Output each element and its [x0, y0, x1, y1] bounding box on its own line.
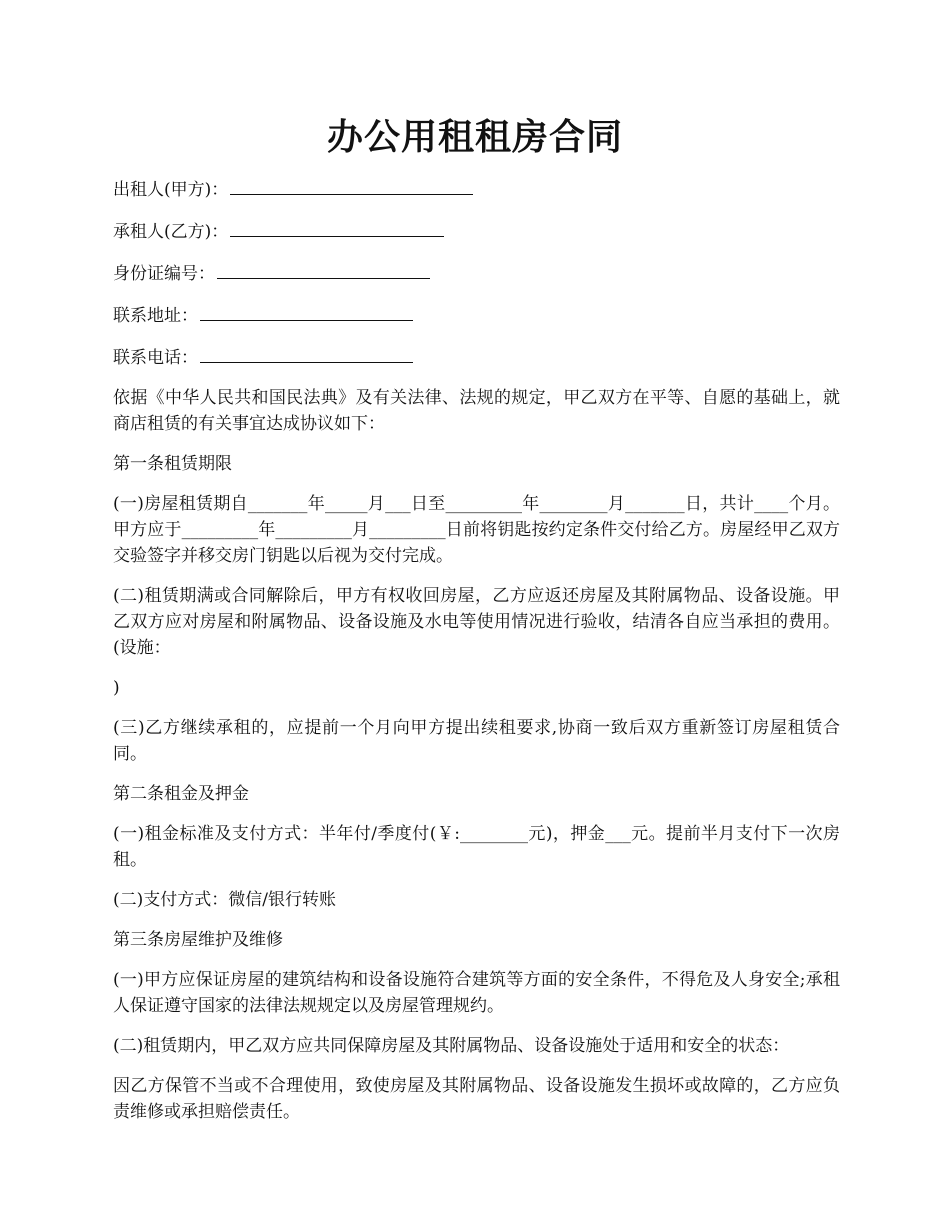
field-address	[113, 301, 840, 329]
paragraph-1-2: (二)租赁期满或合同解除后，甲方有权收回房屋，乙方应返还房屋及其附属物品、设备设施。甲乙双方应对房屋和附属物品、设备设施及水电等使用情况进行验收，结清各自应当承担的费用。(设施：	[113, 586, 840, 658]
field-label: 出租人(甲方)：	[113, 180, 229, 200]
section-heading-2: 第二条租金及押金	[113, 784, 249, 804]
document-body	[113, 175, 840, 1139]
field-phone	[113, 343, 840, 371]
field-id-number	[113, 259, 840, 287]
paragraph-1-1: (一)房屋租赁期自_______年_____月___日至_________年________月_______日，共计____个月。甲方应于_________年_________月_________日前将钥匙按约定条件交付给乙方。房屋经甲乙双方交验签字并移交房门钥匙以后视为交付完成。	[113, 494, 840, 566]
field-label: 联系电话：	[113, 348, 198, 368]
section-heading-1: 第一条租赁期限	[113, 454, 232, 474]
blank-line	[200, 343, 413, 363]
blank-line	[200, 301, 413, 321]
paragraph-1-3: (三)乙方继续承租的，应提前一个月向甲方提出续租要求,协商一致后双方重新签订房屋租赁合同。	[113, 718, 840, 764]
field-label: 承租人(乙方)：	[113, 222, 229, 242]
field-lessor	[113, 175, 840, 203]
paragraph-2-1: (一)租金标准及支付方式：半年付/季度付(￥:________元)，押金___元。提前半月支付下一次房租。	[113, 824, 840, 870]
paragraph-preamble: 依据《中华人民共和国民法典》及有关法律、法规的规定，甲乙双方在平等、自愿的基础上，就商店租赁的有关事宜达成协议如下：	[113, 388, 840, 434]
paragraph-1-2-close: )	[113, 678, 120, 698]
blank-line	[230, 217, 444, 237]
paragraph-3-1: (一)甲方应保证房屋的建筑结构和设备设施符合建筑等方面的安全条件，不得危及人身安全;承租人保证遵守国家的法律法规规定以及房屋管理规约。	[113, 970, 840, 1016]
paragraph-3-2: (二)租赁期内，甲乙双方应共同保障房屋及其附属物品、设备设施处于适用和安全的状态：	[113, 1036, 790, 1056]
field-label: 身份证编号：	[113, 264, 215, 284]
blank-line	[217, 259, 430, 279]
blank-line	[230, 175, 473, 195]
section-heading-3: 第三条房屋维护及维修	[113, 930, 283, 950]
field-lessee	[113, 217, 840, 245]
paragraph-2-2: (二)支付方式：微信/银行转账	[113, 890, 336, 910]
field-label: 联系地址：	[113, 306, 198, 326]
paragraph-3-3: 因乙方保管不当或不合理使用，致使房屋及其附属物品、设备设施发生损坏或故障的，乙方应负责维修或承担赔偿责任。	[113, 1076, 840, 1122]
document-title: 办公用租租房合同	[326, 116, 623, 158]
